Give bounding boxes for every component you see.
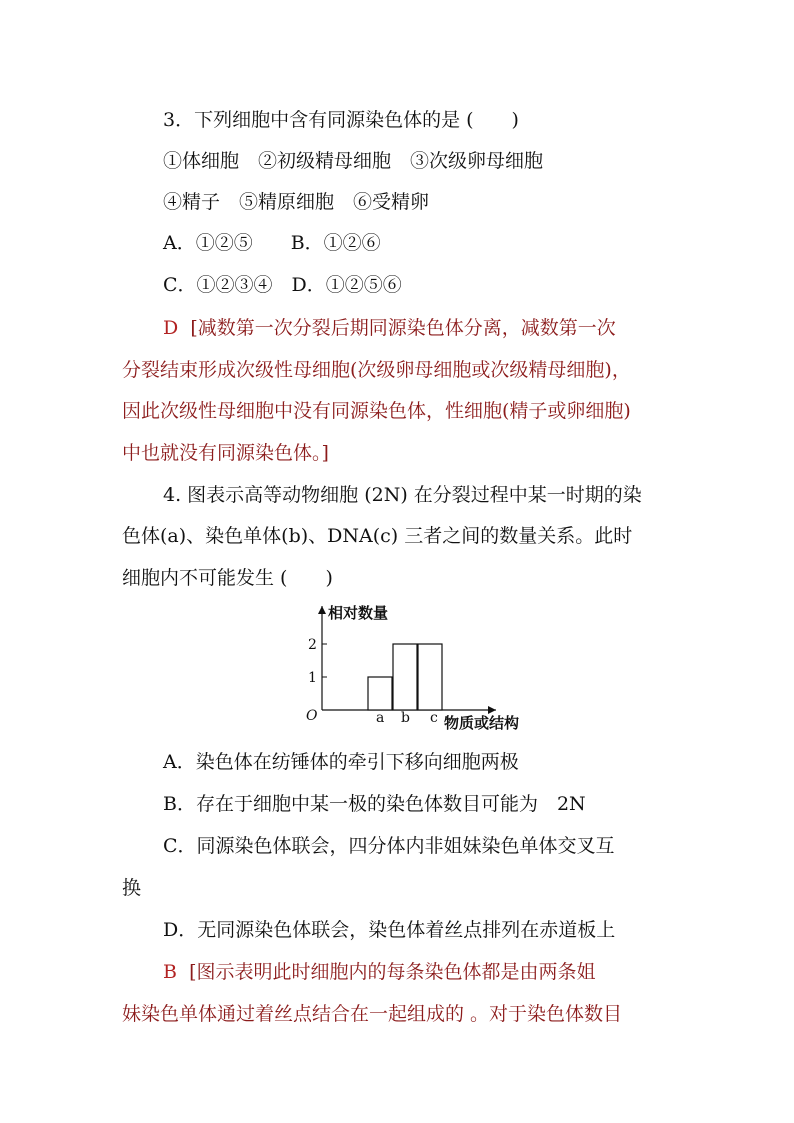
q3-answer-letter: D (163, 317, 179, 339)
q4-option-c-line: 换 (122, 877, 142, 899)
bar-a (368, 677, 392, 710)
q4-answer (163, 960, 595, 984)
x-tick-label: b (401, 710, 410, 726)
q4-answer-letter: B (163, 961, 177, 983)
x-tick-label: a (376, 710, 385, 726)
bar-c (418, 644, 442, 710)
q4-stem-line: 4. 图表示高等动物细胞 (2N) 在分裂过程中某一时期的染 (163, 484, 642, 506)
q3-answer (163, 316, 616, 340)
q4-option-d: D．无同源染色体联会，染色体着丝点排列在赤道板上 (163, 919, 616, 941)
q3-explanation-line: 中也就没有同源染色体。] (122, 442, 329, 464)
q4-explanation-line: [图示表明此时细胞内的每条染色体都是由两条姐 (189, 961, 596, 983)
q3-items-1: ①体细胞 ②初级精母细胞 ③次级卵母细胞 (163, 150, 544, 172)
y-axis-label: 相对数量 (328, 604, 389, 622)
bar-b (393, 644, 417, 710)
q4-stem-line: 细胞内不可能发生 ( ) (122, 567, 333, 589)
origin-label: O (306, 708, 318, 724)
q4-option-c-line: C．同源染色体联会，四分体内非姐妹染色单体交叉互 (163, 835, 615, 857)
q4-option-a: A．染色体在纺锤体的牵引下移向细胞两极 (163, 751, 519, 773)
y-axis-arrow (318, 606, 326, 614)
q4-explanation-line: 妹染色单体通过着丝点结合在一起组成的 。对于染色体数目 (122, 1003, 623, 1025)
y-tick-label: 1 (308, 670, 317, 686)
q4-stem-line: 色体(a)、染色单体(b)、DNA(c) 三者之间的数量关系。此时 (122, 525, 633, 547)
q3-explanation-line: 因此次级性母细胞中没有同源染色体，性细胞(精子或卵细胞) (122, 400, 631, 422)
y-tick-label: 2 (308, 637, 317, 653)
x-axis-label: 物质或结构 (444, 714, 520, 732)
q3-options-cd: C．①②③④ D．①②⑤⑥ (163, 274, 402, 296)
q4-option-b: B．存在于细胞中某一极的染色体数目可能为 2N (163, 793, 586, 815)
q3-items-2: ④精子 ⑤精原细胞 ⑥受精卵 (163, 191, 430, 213)
x-tick-label: c (430, 710, 438, 726)
q3-explanation-line: 分裂结束形成次级性母细胞(次级卵母细胞或次级精母细胞)， (122, 359, 631, 381)
x-axis-arrow (488, 706, 496, 714)
bar-chart (300, 598, 560, 738)
q3-stem: 3．下列细胞中含有同源染色体的是 ( ) (163, 109, 519, 131)
q3-explanation-line: [减数第一次分裂后期同源染色体分离，减数第一次 (190, 317, 616, 339)
q3-options-ab: A．①②⑤ B．①②⑥ (163, 232, 381, 254)
